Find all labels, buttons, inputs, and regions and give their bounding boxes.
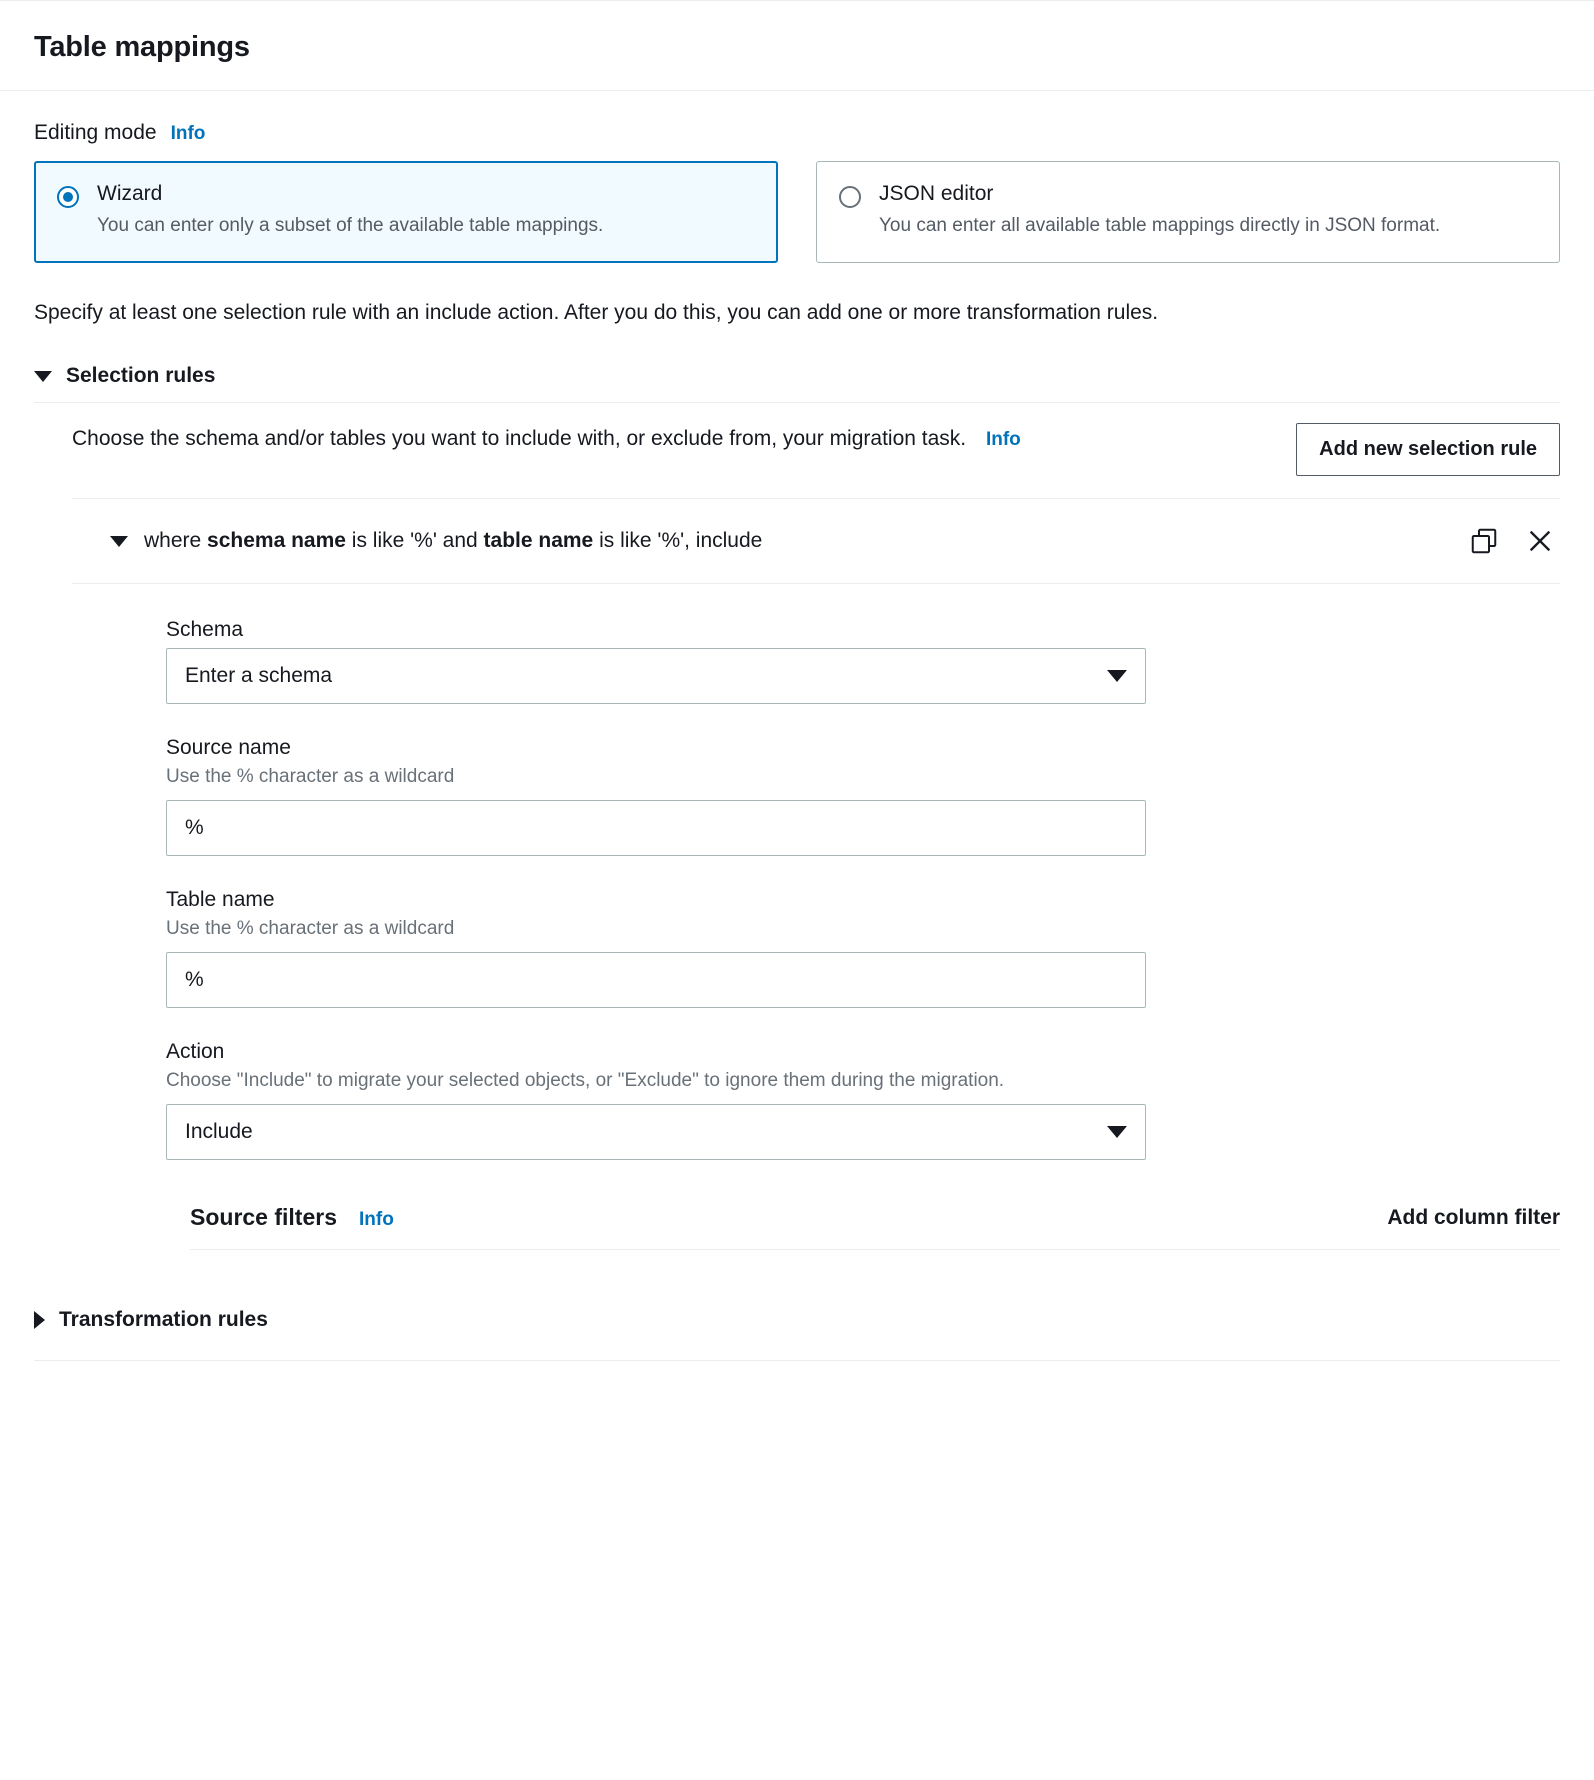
panel-header bbox=[0, 1, 1594, 91]
chevron-down-icon[interactable] bbox=[110, 536, 128, 547]
selection-rules-info-link[interactable]: Info bbox=[985, 429, 1021, 451]
chevron-down-icon[interactable] bbox=[1107, 670, 1127, 682]
copy-icon[interactable] bbox=[1464, 521, 1504, 561]
source-filters-title: Source filters bbox=[190, 1204, 337, 1231]
selection-rules-section-header[interactable] bbox=[34, 364, 1560, 403]
action-select[interactable] bbox=[166, 1104, 1146, 1160]
action-select-value: Include bbox=[185, 1120, 253, 1144]
rule-summary-mid: is like '%' and bbox=[345, 529, 484, 553]
radio-icon-json-editor[interactable] bbox=[839, 186, 861, 208]
editing-mode-info-link[interactable]: Info bbox=[170, 123, 206, 144]
chevron-down-icon[interactable] bbox=[1107, 1126, 1127, 1138]
table-name-field-group bbox=[166, 888, 1560, 1008]
table-name-hint: Use the % character as a wildcard bbox=[166, 918, 455, 940]
schema-field-group bbox=[166, 618, 1560, 704]
selection-rules-title: Selection rules bbox=[66, 364, 216, 388]
selection-rules-intro-copy: Choose the schema and/or tables you want to include with, or exclude from, your migration task. bbox=[72, 427, 967, 451]
editing-mode-option-json-editor[interactable] bbox=[816, 161, 1560, 263]
editing-mode-label-row bbox=[34, 121, 1560, 145]
selection-rules-body bbox=[34, 403, 1560, 1250]
editing-mode-option-wizard[interactable] bbox=[34, 161, 778, 263]
table-name-label: Table name bbox=[166, 888, 275, 912]
action-field-group bbox=[166, 1040, 1560, 1160]
rule-summary-prefix: where bbox=[144, 529, 208, 553]
table-name-input[interactable] bbox=[166, 952, 1146, 1008]
editing-mode-options bbox=[34, 161, 1560, 263]
rule-summary-suffix: is like '%', include bbox=[593, 529, 763, 553]
editing-mode-option-wizard-title: Wizard bbox=[97, 182, 163, 205]
chevron-down-icon[interactable] bbox=[34, 371, 52, 382]
schema-label: Schema bbox=[166, 618, 244, 642]
editing-mode-option-json-editor-desc: You can enter all available table mappings directly in JSON format. bbox=[879, 215, 1441, 236]
close-icon[interactable] bbox=[1520, 521, 1560, 561]
source-name-field-group bbox=[166, 736, 1560, 856]
editing-mode-option-json-editor-title: JSON editor bbox=[879, 182, 994, 205]
action-label: Action bbox=[166, 1040, 225, 1064]
add-column-filter-button[interactable]: Add column filter bbox=[1387, 1205, 1560, 1229]
selection-rule-header[interactable] bbox=[72, 499, 1560, 584]
source-name-hint: Use the % character as a wildcard bbox=[166, 766, 455, 788]
selection-rule-form bbox=[72, 584, 1560, 1160]
transformation-rules-section-header[interactable] bbox=[34, 1308, 1560, 1360]
source-filters-info-link[interactable]: Info bbox=[359, 1209, 394, 1231]
selection-rules-intro bbox=[72, 403, 1560, 499]
panel-bottom-divider bbox=[34, 1360, 1560, 1401]
source-filters-header bbox=[190, 1204, 1560, 1250]
selection-rule-summary bbox=[144, 529, 1448, 553]
panel-body bbox=[0, 91, 1594, 1401]
schema-select[interactable] bbox=[166, 648, 1146, 704]
chevron-right-icon[interactable] bbox=[34, 1311, 45, 1329]
source-name-label: Source name bbox=[166, 736, 291, 760]
schema-select-value: Enter a schema bbox=[185, 664, 333, 688]
editing-mode-option-wizard-desc: You can enter only a subset of the available table mappings. bbox=[97, 215, 604, 236]
rule-summary-schema: schema name bbox=[207, 529, 346, 553]
radio-icon-wizard[interactable] bbox=[57, 186, 79, 208]
rule-summary-table: table name bbox=[483, 529, 594, 553]
instruction-text: Specify at least one selection rule with an include action. After you do this, you can add one or more transformation rules. bbox=[34, 300, 1159, 324]
transformation-rules-title: Transformation rules bbox=[59, 1308, 268, 1332]
source-name-input[interactable] bbox=[166, 800, 1146, 856]
page-title: Table mappings bbox=[34, 31, 250, 63]
editing-mode-label: Editing mode bbox=[34, 121, 157, 144]
selection-rules-intro-text bbox=[72, 423, 1021, 456]
add-new-selection-rule-button[interactable]: Add new selection rule bbox=[1296, 423, 1560, 476]
action-hint: Choose "Include" to migrate your selected objects, or "Exclude" to ignore them during the migration. bbox=[166, 1070, 1005, 1092]
